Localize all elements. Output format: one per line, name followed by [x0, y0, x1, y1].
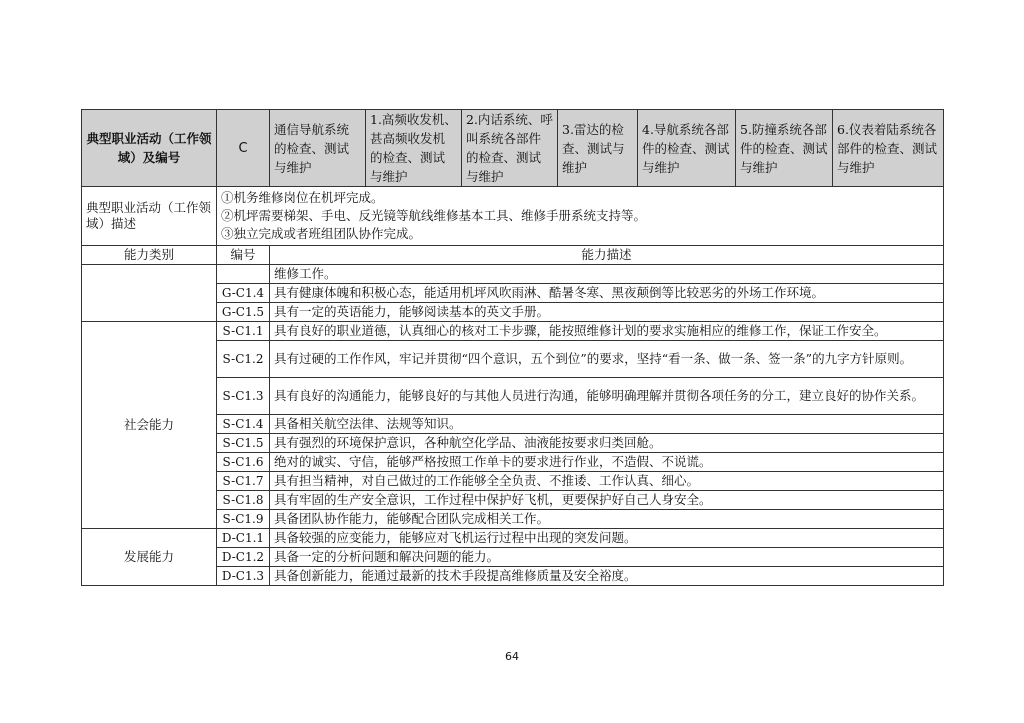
row-text: 绝对的诚实、守信，能够严格按照工作单卡的要求进行作业，不造假、不说谎。: [270, 453, 944, 472]
row-text: 具备团队协作能力，能够配合团队完成相关工作。: [270, 510, 944, 529]
row-code: [217, 265, 270, 284]
row-code: S-C1.4: [217, 415, 270, 434]
row-text: 维修工作。: [270, 265, 944, 284]
description-label: 典型职业活动（工作领域）描述: [82, 187, 217, 246]
row-code: S-C1.9: [217, 510, 270, 529]
page-number: 64: [505, 650, 519, 663]
row-text: 具有过硬的工作作风，牢记并贯彻“四个意识，五个到位”的要求，坚持“看一条、做一条、签一条”的九字方针原则。: [270, 341, 944, 378]
header-code: C: [217, 110, 270, 187]
header-task-5: 5.防撞系统各部件的检查、测试与维护: [736, 110, 833, 187]
header-task-4: 4.导航系统各部件的检查、测试与维护: [638, 110, 736, 187]
row-text: 具有牢固的生产安全意识，工作过程中保护好飞机，更要保护好自己人身安全。: [270, 491, 944, 510]
row-code: D-C1.3: [217, 567, 270, 586]
table-row: [82, 322, 944, 341]
row-text: 具备创新能力，能通过最新的技术手段提高维修质量及安全裕度。: [270, 567, 944, 586]
row-text: 具备相关航空法律、法规等知识。: [270, 415, 944, 434]
row-code: S-C1.6: [217, 453, 270, 472]
col-ability-header: 能力描述: [270, 246, 944, 265]
column-header-row: [82, 246, 944, 265]
header-row: [82, 110, 944, 187]
row-text: 具备一定的分析问题和解决问题的能力。: [270, 548, 944, 567]
row-code: S-C1.3: [217, 378, 270, 415]
row-text: 具有强烈的环境保护意识，各种航空化学品、油液能按要求归类回舱。: [270, 434, 944, 453]
description-line-1: ①机务维修岗位在机坪完成。: [221, 190, 384, 205]
row-text: 具有良好的职业道德，认真细心的核对工卡步骤，能按照维修计划的要求实施相应的维修工作，保证工作安全。: [270, 322, 944, 341]
row-code: D-C1.2: [217, 548, 270, 567]
row-text: 具有一定的英语能力，能够阅读基本的英文手册。: [270, 303, 944, 322]
row-text: 具备较强的应变能力，能够应对飞机运行过程中出现的突发问题。: [270, 529, 944, 548]
row-code: D-C1.1: [217, 529, 270, 548]
header-task-6: 6.仪表着陆系统各部件的检查、测试与维护: [833, 110, 944, 187]
row-code: S-C1.7: [217, 472, 270, 491]
header-task-1: 1.高频收发机、甚高频收发机的检查、测试与维护: [366, 110, 462, 187]
competency-table: [81, 109, 944, 586]
header-task-2: 2.内话系统、呼叫系统各部件的检查、测试与维护: [462, 110, 558, 187]
row-code: S-C1.1: [217, 322, 270, 341]
description-row: [82, 187, 944, 246]
header-task-3: 3.雷达的检查、测试与维护: [558, 110, 638, 187]
header-activity-title: 典型职业活动（工作领域）及编号: [82, 110, 217, 187]
row-code: S-C1.2: [217, 341, 270, 378]
row-text: 具有健康体魄和积极心态，能适用机坪风吹雨淋、酷暑冬寒、黑夜颠倒等比较恶劣的外场工作环境。: [270, 284, 944, 303]
header-main-activity: 通信导航系统的检查、测试与维护: [270, 110, 366, 187]
description-line-3: ③独立完成或者班组团队协作完成。: [221, 226, 422, 241]
general-category: [82, 265, 217, 322]
row-code: S-C1.8: [217, 491, 270, 510]
row-code: G-C1.5: [217, 303, 270, 322]
table-row: [82, 265, 944, 284]
col-category-header: 能力类别: [82, 246, 217, 265]
col-code-header: 编号: [217, 246, 270, 265]
description-line-2: ②机坪需要梯架、手电、反光镜等航线维修基本工具、维修手册系统支持等。: [221, 208, 647, 223]
description-content: [217, 187, 944, 246]
row-code: S-C1.5: [217, 434, 270, 453]
table-row: [82, 529, 944, 548]
row-code: G-C1.4: [217, 284, 270, 303]
row-text: 具有良好的沟通能力，能够良好的与其他人员进行沟通，能够明确理解并贯彻各项任务的分工，建立良好的协作关系。: [270, 378, 944, 415]
social-category: 社会能力: [82, 322, 217, 529]
row-text: 具有担当精神，对自己做过的工作能够全全负责、不推诿、工作认真、细心。: [270, 472, 944, 491]
development-category: 发展能力: [82, 529, 217, 586]
